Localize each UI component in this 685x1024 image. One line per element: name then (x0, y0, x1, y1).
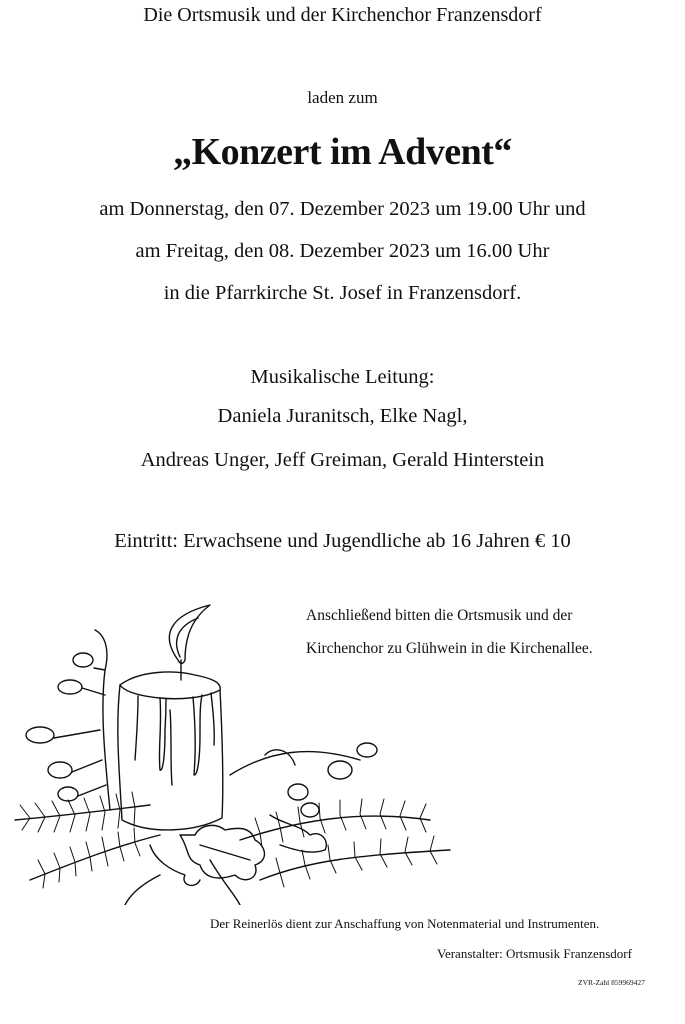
venue-line: in die Pfarrkirche St. Josef in Franzensdorf. (163, 282, 522, 304)
zvr-number: ZVR-Zahl 859969427 (578, 978, 645, 987)
invite-text: laden zum (307, 88, 378, 107)
musical-direction-label: Musikalische Leitung: (250, 366, 435, 388)
entry-fee: Eintritt: Erwachsene und Jugendliche ab 16 Jahren € 10 (114, 530, 571, 552)
organizers-heading: Die Ortsmusik und der Kirchenchor Franzensdorf (143, 4, 542, 26)
date-line-2: am Freitag, den 08. Dezember 2023 um 16.00 Uhr (135, 240, 550, 262)
afterwards-line-1: Anschließend bitten die Ortsmusik und der (306, 607, 573, 624)
concert-title: „Konzert im Advent“ (173, 131, 512, 173)
proceeds-note: Der Reinerlös dient zur Anschaffung von Notenmaterial und Instrumenten. (210, 916, 600, 931)
candle-illustration (10, 560, 470, 905)
directors-line-1: Daniela Juranitsch, Elke Nagl, (217, 405, 468, 427)
afterwards-line-2: Kirchenchor zu Glühwein in die Kirchenallee. (306, 640, 593, 657)
organizer-note: Veranstalter: Ortsmusik Franzensdorf (437, 946, 632, 961)
directors-line-2: Andreas Unger, Jeff Greiman, Gerald Hinterstein (140, 449, 545, 471)
date-line-1: am Donnerstag, den 07. Dezember 2023 um 19.00 Uhr und (99, 198, 586, 220)
